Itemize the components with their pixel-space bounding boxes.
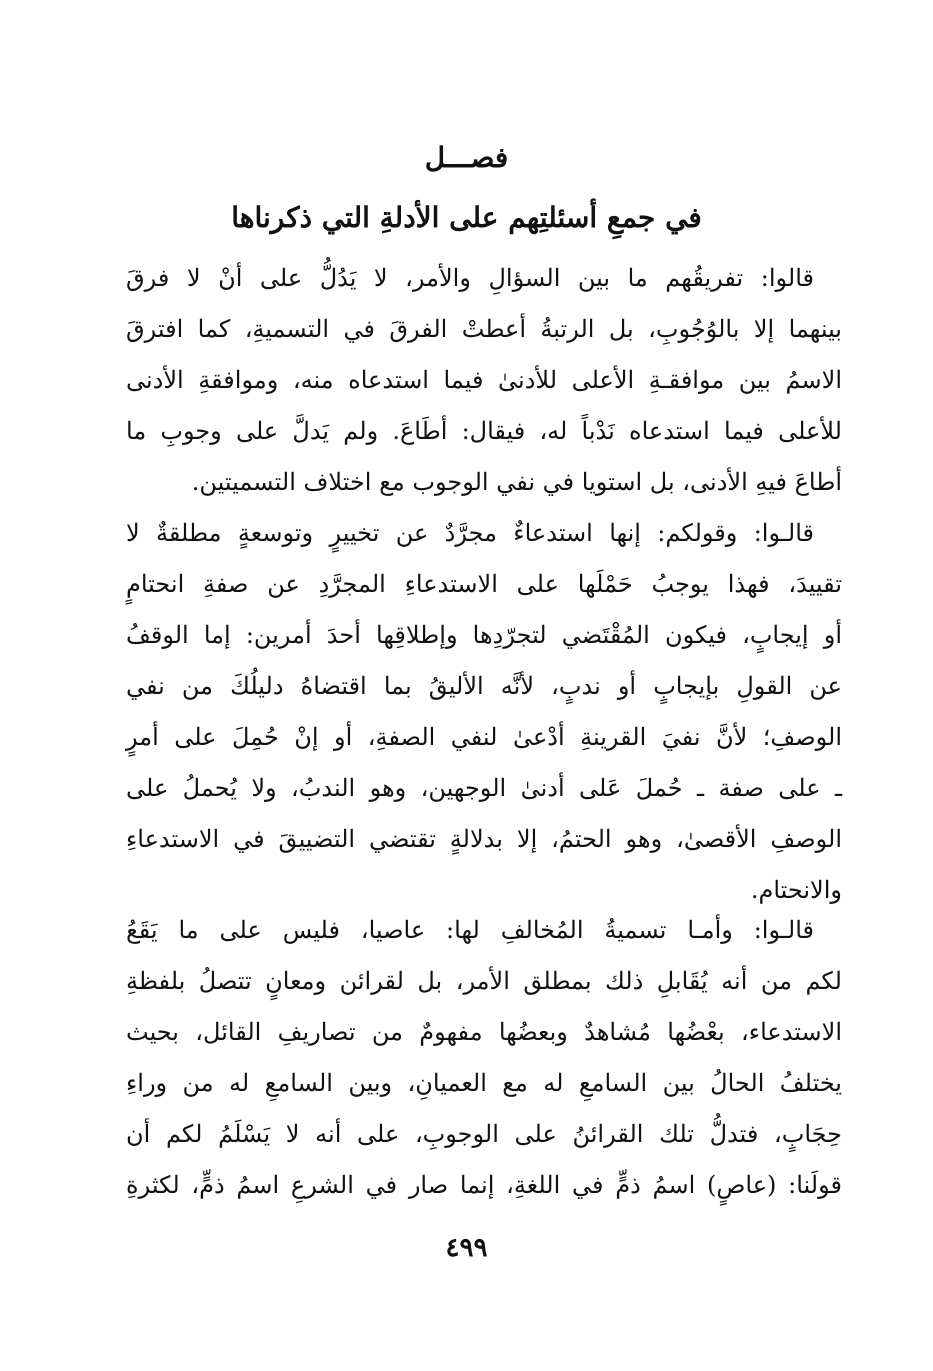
text-line: لكم من أنه يُقَابلِ ذلك بمطلق الأمر، بل لقرائن ومعانٍ تتصلُ بلفظةِ — [126, 967, 842, 995]
text-line: قولَنا: (عاصٍ) اسمُ ذمٍّ في اللغةِ، إنما صار في الشرعِ اسمُ ذمٍّ، لكثرةِ — [126, 1171, 842, 1199]
text-line: حِجَابٍ، فتدلُّ تلك القرائنُ على الوجوبِ، على أنه لا يَسْلَمُ لكم أن — [126, 1120, 842, 1148]
text-line: قالـوا: وقولكم: إنها استدعاءٌ مجرَّدٌ عن تخييرٍ وتوسعةٍ مطلقةٌ لا — [126, 519, 814, 547]
text-line: عن القولِ بإيجابٍ أو ندبٍ، لأنَّه الأليقُ بما اقتضاهُ دليلُكَ من نفي — [126, 672, 842, 700]
text-line: الوصفِ؛ لأنَّ نفيَ القرينةِ أدْعىٰ لنفي الصفةِ، أو إنْ حُمِلَ على أمرٍ — [126, 723, 842, 751]
text-line: بينهما إلا بالوُجُوبِ، بل الرتبةُ أعطتْ الفرقَ في التسميةِ، كما افترقَ — [126, 315, 842, 343]
text-line: قالوا: تفريقُهم ما بين السؤالِ والأمر، لا يَدُلُّ على أنْ لا فرقَ — [126, 264, 814, 292]
page-number: ٤٩٩ — [445, 1233, 488, 1263]
text-line: الاستدعاء، بعْضُها مُشاهدٌ وبعضُها مفهومٌ من تصاريفِ القائل، بحيث — [126, 1018, 842, 1046]
section-subheading: في جمعِ أسئلتِهم على الأدلةِ التي ذكرناها — [231, 201, 702, 234]
text-line: يختلفُ الحالُ بين السامعِ له مع العميانِ، وبين السامعِ له من وراءِ — [126, 1069, 842, 1097]
text-line: قالـوا: وأمـا تسميةُ المُخالفِ لها: عاصيا، فليس على ما يَقَعُ — [126, 916, 814, 944]
text-line: والانحتام. — [750, 876, 842, 904]
text-line: تقييدَ، فهذا يوجبُ حَمْلَها على الاستدعاءِ المجرَّدِ عن صفةِ انحتامٍ — [126, 570, 842, 598]
section-heading: فصـــل — [424, 141, 509, 174]
paragraph-1 — [126, 253, 842, 508]
paragraph-3 — [126, 905, 842, 1211]
text-line: ـ على صفة ـ حُملَ عَلى أدنىٰ الوجهين، وهو الندبُ، ولا يُحملُ على — [126, 774, 842, 802]
text-line: للأعلى فيما استدعاه نَدْباً له، فيقال: أطَاعَ. ولم يَدلَّ على وجوبِ ما — [126, 417, 842, 445]
text-line: أطاعَ فيهِ الأدنى، بل استويا في نفي الوجوب مع اختلاف التسميتين. — [191, 468, 842, 496]
text-line: الوصفِ الأقصىٰ، وهو الحتمُ، إلا بدلالةٍ تقتضي التضييقَ في الاستدعاءِ — [126, 825, 842, 853]
paragraph-2 — [126, 508, 842, 916]
text-line: أو إيجابٍ، فيكون المُقْتَضي لتجرّدِها وإطلاقِها أحدَ أمرين: إما الوقفُ — [126, 621, 842, 649]
text-line: الاسمُ بين موافقـةِ الأعلى للأدنىٰ فيما استدعاه منه، وموافقةِ الأدنى — [126, 366, 842, 394]
